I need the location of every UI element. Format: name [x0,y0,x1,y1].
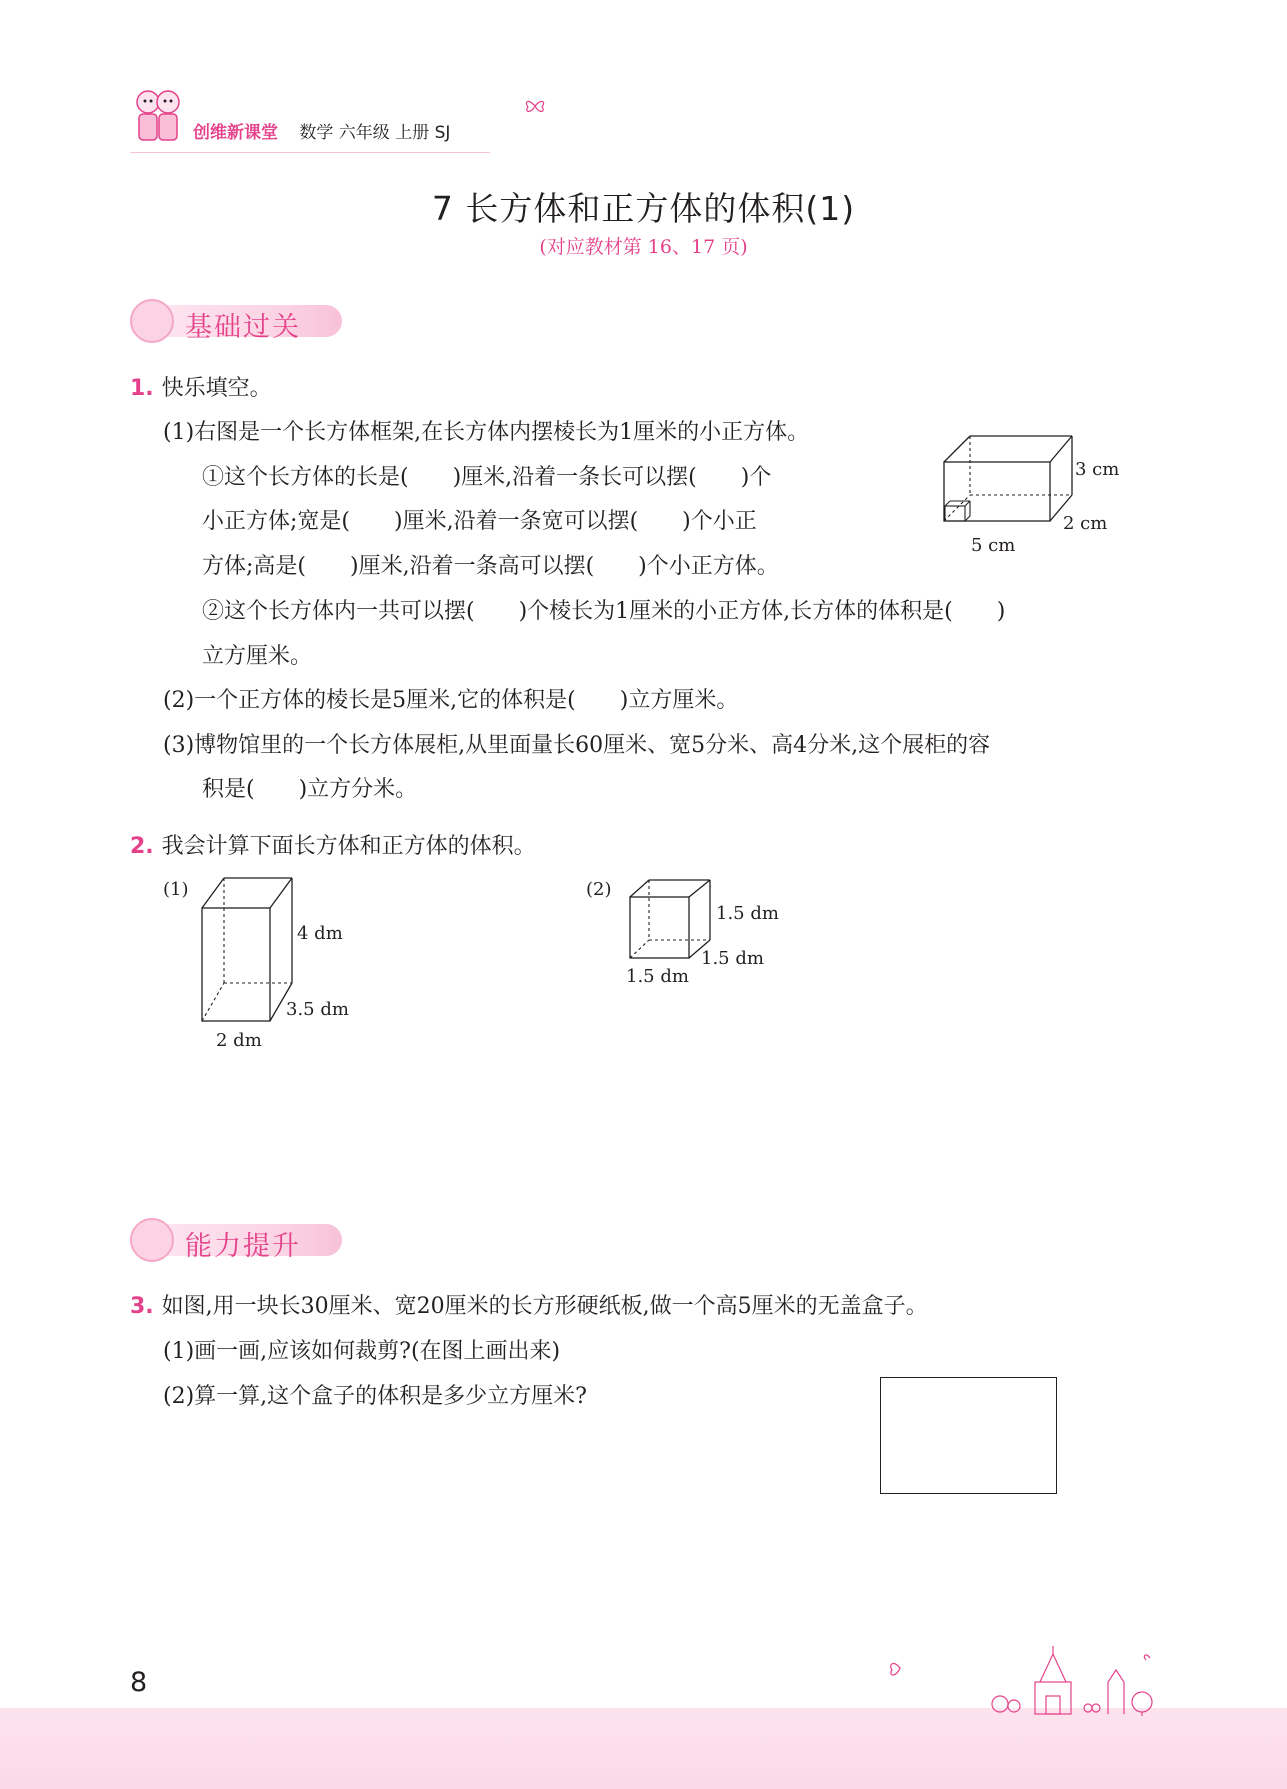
q1-part1-b-line1: ②这个长方体内一共可以摆( )个棱长为1厘米的小正方体,长方体的体积是( ) [202,599,1006,624]
q1-part3-line2: 积是( )立方分米。 [202,777,418,802]
section-advanced-label: 能力提升 [185,1231,301,1262]
footer-band [0,1708,1287,1789]
page-subtitle: (对应教材第 16、17 页) [539,236,748,258]
q1-cuboid-figure [940,436,1110,556]
q2-fig1-depth: 3.5 dm [286,999,349,1020]
q2-number: 2. [130,834,154,859]
page-number: 8 [130,1667,148,1698]
q3-part2: (2)算一算,这个盒子的体积是多少立方厘米? [163,1384,587,1409]
q3-cardboard-rectangle[interactable] [880,1377,1057,1494]
q3-number: 3. [130,1294,154,1319]
header-info: 数学 六年级 上册 SJ [299,123,451,143]
q1-part1-a-line1: ①这个长方体的长是( )厘米,沿着一条长可以摆( )个 [202,465,772,490]
q2-fig2-width: 1.5 dm [626,966,689,987]
q1-title-text: 快乐填空。 [161,376,272,401]
q1-title [130,378,272,400]
q2-fig2-depth: 1.5 dm [701,948,764,969]
castle-illustration [880,1646,1170,1716]
q2-fig1-width: 2 dm [216,1030,262,1051]
mascot-icon [130,1218,174,1262]
section-basic-label: 基础过关 [185,312,301,343]
section-advanced [130,1216,350,1264]
page-title: 7 长方体和正方体的体积(1) [431,189,856,228]
q3-title-text: 如图,用一块长30厘米、宽20厘米的长方形硬纸板,做一个高5厘米的无盖盒子。 [161,1294,928,1319]
q1-number: 1. [130,376,154,401]
q2-fig2-label: (2) [586,879,612,900]
q2-title-text: 我会计算下面长方体和正方体的体积。 [161,834,536,859]
q2-fig1-height: 4 dm [297,923,343,944]
header-mascot [130,86,186,146]
q2-fig2-height: 1.5 dm [716,903,779,924]
q1-part1-intro: (1)右图是一个长方体框架,在长方体内摆棱长为1厘米的小正方体。 [163,420,810,445]
q1-part1-b-line2: 立方厘米。 [202,644,313,669]
q1-part1-a-line3: 方体;高是( )厘米,沿着一条高可以摆( )个小正方体。 [202,554,779,579]
q1-label-length: 5 cm [971,535,1016,556]
q2-fig1-label: (1) [163,879,189,900]
header-brand: 创维新课堂 [193,123,278,143]
header-divider [130,152,490,153]
q1-part2: (2)一个正方体的棱长是5厘米,它的体积是( )立方厘米。 [163,688,739,713]
q1-label-width: 2 cm [1063,513,1108,534]
q3-part1: (1)画一画,应该如何裁剪?(在图上画出来) [163,1339,561,1364]
q1-part1-a-line2: 小正方体;宽是( )厘米,沿着一条宽可以摆( )个小正 [202,509,757,534]
q1-label-height: 3 cm [1075,459,1120,480]
section-basic [130,297,350,345]
header [193,118,450,143]
q3-title [130,1296,928,1318]
q1-part3-line1: (3)博物馆里的一个长方体展柜,从里面量长60厘米、宽5分米、高4分米,这个展柜的容 [163,733,991,758]
q2-title [130,836,536,858]
mascot-icon [130,299,174,343]
butterfly-icon [524,98,546,118]
